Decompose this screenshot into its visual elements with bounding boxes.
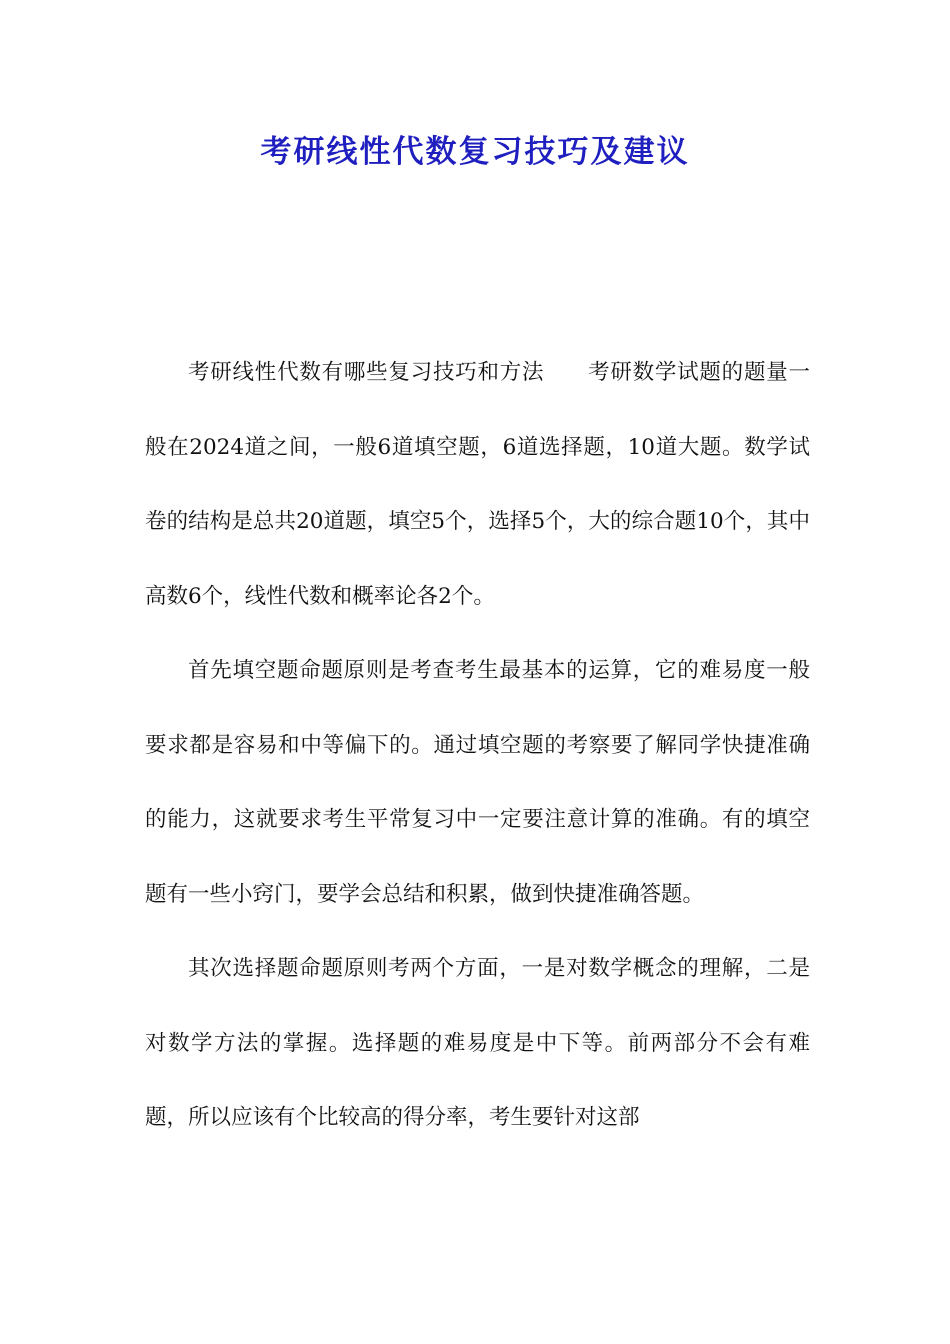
paragraph-1-text: 考研数学试题的题量一般在2024道之间，一般6道填空题，6道选择题，10道大题。数学试卷的结构是总共20道题，填空5个，选择5个，大的综合题10个，其中高数6个，线性代数和概率论各2个。 (145, 360, 810, 609)
paragraph-1 (145, 336, 810, 634)
paragraph-1-heading: 考研线性代数有哪些复习技巧和方法 (188, 360, 545, 385)
document-body (145, 336, 810, 1156)
paragraph-2: 首先填空题命题原则是考查考生最基本的运算，它的难易度一般要求都是容易和中等偏下的。通过填空题的考察要了解同学快捷准确的能力，这就要求考生平常复习中一定要注意计算的准确。有的填空题有一些小窍门，要学会总结和积累，做到快捷准确答题。 (145, 658, 810, 907)
document-title: 考研线性代数复习技巧及建议 (260, 134, 690, 170)
paragraph-3: 其次选择题命题原则考两个方面，一是对数学概念的理解，二是对数学方法的掌握。选择题的难易度是中下等。前两部分不会有难题，所以应该有个比较高的得分率，考生要针对这部 (145, 956, 810, 1130)
